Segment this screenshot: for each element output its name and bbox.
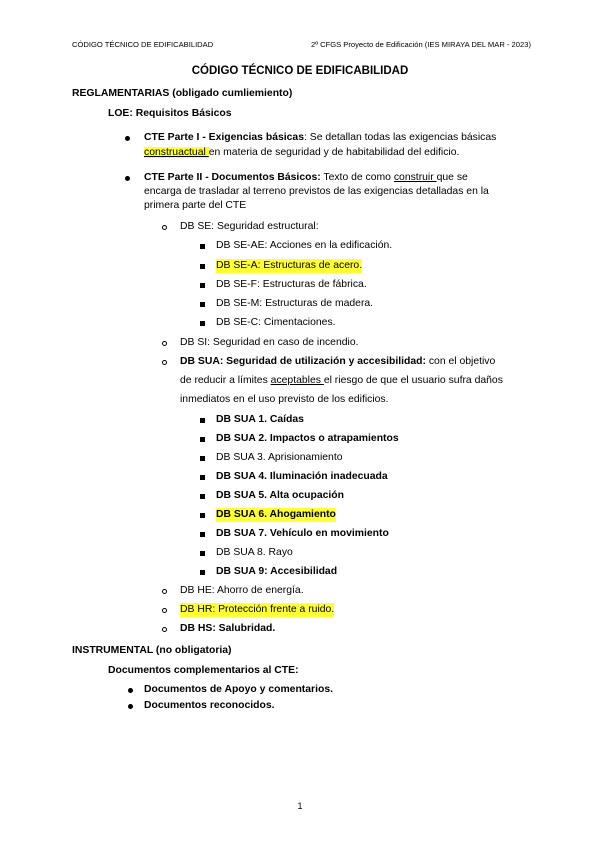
cte1-bold: CTE Parte I - Exigencias básicas xyxy=(144,132,304,143)
bullet-dot xyxy=(125,136,130,141)
db-sua-bold: DB SUA: Seguridad de utilización y accesibilidad: xyxy=(180,356,426,367)
db-sua-line2 xyxy=(180,374,503,388)
bullet-square xyxy=(200,551,205,556)
cte2-text1: Texto de como xyxy=(320,172,394,183)
bullet-square xyxy=(200,437,205,442)
db-sua-item: DB SUA 8. Rayo xyxy=(216,547,293,558)
bullet-circle xyxy=(162,225,167,230)
db-sua-text1: con el objetivo xyxy=(425,356,496,367)
cte2-line3: primera parte del CTE xyxy=(144,200,247,211)
bullet-square xyxy=(200,302,205,307)
bullet-dot xyxy=(128,704,133,709)
db-se-label: DB SE: Seguridad estructural: xyxy=(180,221,319,232)
bullet-square xyxy=(200,513,205,518)
bullet-square xyxy=(200,244,205,249)
loe-heading: LOE: Requisitos Básicos xyxy=(108,108,232,119)
cte1-text2: en materia de seguridad y de habitabilidad del edificio. xyxy=(208,147,460,158)
bullet-circle xyxy=(162,341,167,346)
db-se-item: DB SE-AE: Acciones en la edificación. xyxy=(216,240,393,251)
db-sua-item: DB SUA 3. Aprisionamiento xyxy=(216,452,343,463)
header-right: 2º CFGS Proyecto de Edificación (IES MIRAYA DEL MAR - 2023) xyxy=(311,40,531,49)
bullet-circle xyxy=(162,627,167,632)
db-sua-item: DB SUA 1. Caídas xyxy=(216,414,304,425)
bullet-square xyxy=(200,418,205,423)
bullet-circle xyxy=(162,360,167,365)
db-sua-line2a: de reducir a límites xyxy=(180,375,271,386)
db-sua-item: DB SUA 4. Iluminación inadecuada xyxy=(216,471,388,482)
bullet-square xyxy=(200,456,205,461)
db-si: DB SI: Seguridad en caso de incendio. xyxy=(180,337,359,348)
db-sua-item: DB SUA 2. Impactos o atrapamientos xyxy=(216,433,399,444)
instrumental-item: Documentos reconocidos. xyxy=(144,700,275,711)
cte1-text1: : Se detallan todas las exigencias básicas xyxy=(303,132,497,143)
instrumental-heading: INSTRUMENTAL (no obligatoria) xyxy=(72,645,232,656)
cte1-line1 xyxy=(144,131,496,145)
instrumental-sub: Documentos complementarios al CTE: xyxy=(108,665,299,676)
cte2-underlined: construir xyxy=(393,172,437,183)
db-hr: DB HR: Protección frente a ruido. xyxy=(180,604,335,615)
cte2-line1 xyxy=(144,171,468,185)
bullet-square xyxy=(200,494,205,499)
cte1-line2 xyxy=(144,146,459,160)
bullet-square xyxy=(200,475,205,480)
db-sua-line2b: el riesgo de que el usuario sufra daños xyxy=(323,375,503,386)
db-sua-item: DB SUA 7. Vehículo en movimiento xyxy=(216,528,389,539)
db-se-item: DB SE-C: Cimentaciones. xyxy=(216,317,336,328)
db-sua-line2u: aceptables xyxy=(270,375,324,386)
cte2-bold: CTE Parte II - Documentos Básicos: xyxy=(144,172,321,183)
bullet-square xyxy=(200,321,205,326)
bullet-square xyxy=(200,283,205,288)
bullet-circle xyxy=(162,589,167,594)
db-sua-line1 xyxy=(180,355,495,369)
db-he: DB HE: Ahorro de energía. xyxy=(180,585,304,596)
db-se-item: DB SE-M: Estructuras de madera. xyxy=(216,298,374,309)
db-sua-item: DB SUA 5. Alta ocupación xyxy=(216,490,344,501)
bullet-square xyxy=(200,532,205,537)
header-left: CÓDIGO TÉCNICO DE EDIFICABILIDAD xyxy=(72,40,214,49)
cte2-line2: encarga de trasladar al terreno previstos de las exigencias detalladas en la xyxy=(144,186,489,197)
db-hs: DB HS: Salubridad. xyxy=(180,623,276,634)
bullet-dot xyxy=(128,688,133,693)
db-sua-item: DB SUA 6. Ahogamiento xyxy=(216,509,336,520)
page-number: 1 xyxy=(297,801,303,811)
db-se-item: DB SE-F: Estructuras de fábrica. xyxy=(216,279,367,290)
bullet-square xyxy=(200,264,205,269)
bullet-square xyxy=(200,570,205,575)
bullet-circle xyxy=(162,608,167,613)
cte2-text2: que se xyxy=(436,172,468,183)
cte1-underlined: construactual xyxy=(144,147,209,158)
reglamentarias-heading: REGLAMENTARIAS (obligado cumliemiento) xyxy=(72,88,293,99)
instrumental-item: Documentos de Apoyo y comentarios. xyxy=(144,684,333,695)
db-sua-line3: inmediatos en el uso previsto de los edificios. xyxy=(180,394,389,405)
db-se-item: DB SE-A: Estructuras de acero. xyxy=(216,260,363,271)
page-title: CÓDIGO TÉCNICO DE EDIFICABILIDAD xyxy=(191,65,409,77)
db-sua-item: DB SUA 9: Accesibilidad xyxy=(216,566,338,577)
bullet-dot xyxy=(125,176,130,181)
